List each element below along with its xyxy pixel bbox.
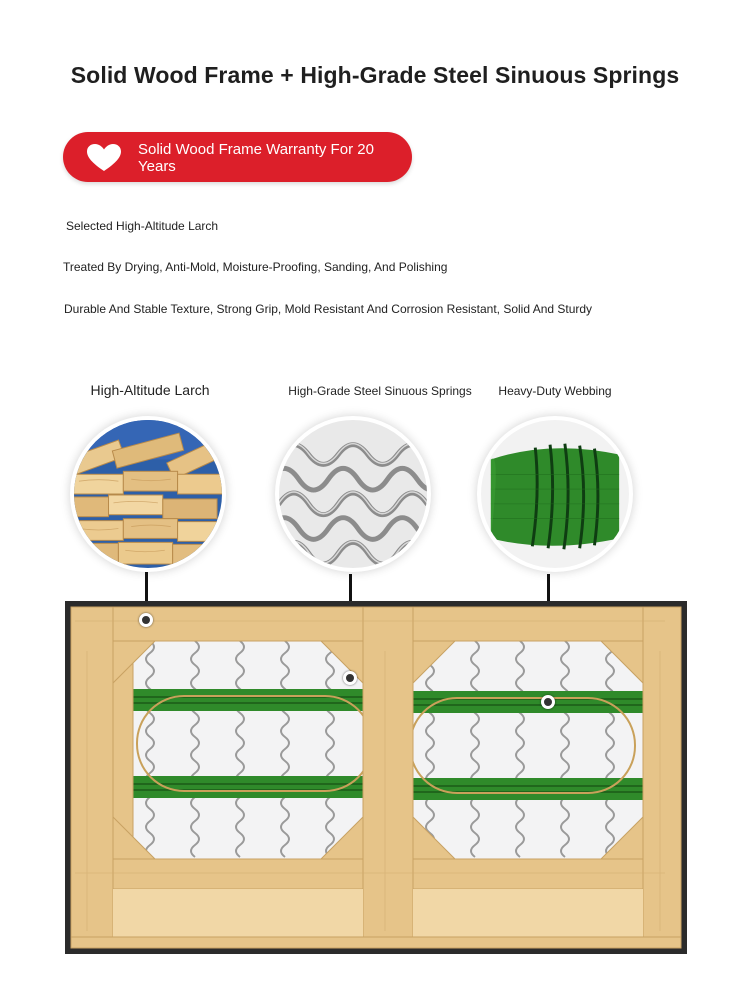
material-label-larch: High-Altitude Larch [90, 382, 210, 398]
pointer-dot [139, 613, 153, 627]
webbing-image [477, 416, 633, 572]
feature-text: Selected High-Altitude Larch [66, 219, 219, 233]
warranty-text: Solid Wood Frame Warranty For 20 Years [138, 141, 374, 175]
material-label-springs: High-Grade Steel Sinuous Springs [288, 384, 472, 398]
pointer-dot [343, 671, 357, 685]
material-label-webbing: Heavy-Duty Webbing [498, 384, 612, 398]
page-title: Solid Wood Frame + High-Grade Steel Sinuous Springs [70, 62, 680, 88]
larch-wood-image [70, 416, 226, 572]
warranty-badge [63, 132, 412, 182]
sofa-frame-image [65, 601, 687, 954]
feature-text: Durable And Stable Texture, Strong Grip, Mold Resistant And Corrosion Resistant, Solid And Sturdy [64, 302, 593, 316]
feature-text: Treated By Drying, Anti-Mold, Moisture-Proofing, Sanding, And Polishing [63, 260, 448, 274]
pointer-dot [541, 695, 555, 709]
steel-springs-image [275, 416, 431, 572]
heart-icon [87, 144, 121, 172]
